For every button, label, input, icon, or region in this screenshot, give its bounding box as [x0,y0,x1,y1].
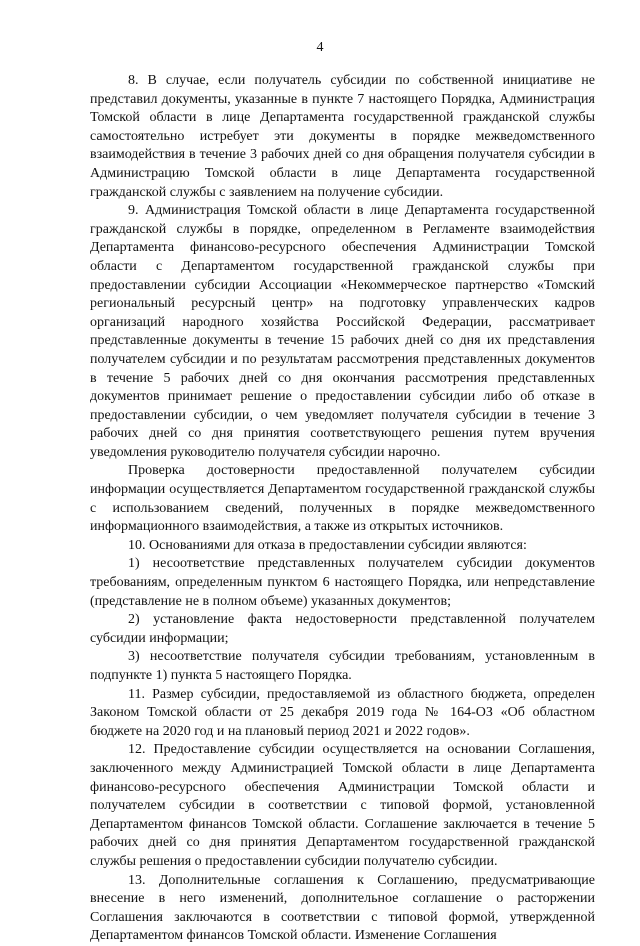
paragraph-8: 8. В случае, если получатель субсидии по собственной инициативе не представил документы, указанные в пункте 7 настоящего Порядка, Администрация Томской области в лице Департамента государственной гражданской службы самостоятельно истребует эти документы в порядке межведомственного взаимодействия в течение 3 рабочих дней со дня обращения получателя субсидии в Администрацию Томской области в лице Департамента государственной гражданской службы с заявлением на получение субсидии. [90,73,595,200]
document-body [90,72,595,946]
paragraph-12: 12. Предоставление субсидии осуществляется на основании Соглашения, заключенного между Администрацией Томской области в лице Департамента финансово-ресурсного обеспечения Администрации Томской области и получателем субсидии в соответствии с типовой формой, установленной Департаментом финансов Томской области. Соглашение заключается в течение 5 рабочих дней со дня принятия Департаментом государственной гражданской службы решения о предоставлении субсидии получателю субсидии. [90,742,595,869]
paragraph-10: 10. Основаниями для отказа в предоставлении субсидии являются: [128,537,527,553]
paragraph-13: 13. Дополнительные соглашения к Соглашению, предусматривающие внесение в него изменений, дополнительное соглашение о расторжении Соглашения заключаются в соответствии с типовой формой, утвержденной Департаментом финансов Томской области. Изменение Соглашения [90,872,595,944]
paragraph-10-item-2: 2) установление факта недостоверности представленной получателем субсидии информации; [90,612,595,646]
page-number: 4 [316,40,324,55]
paragraph-9: 9. Администрация Томской области в лице Департамента государственной гражданской службы в порядке, определенном в Регламенте взаимодействия Департамента финансово-ресурсного обеспечения Администрации Томской области с Департаментом государственной гражданской службы при предоставлении субсидии Ассоциации «Некоммерческое партнерство «Томский региональный ресурсный центр» на подготовку управленческих кадров организаций народного хозяйства Российской Федерации, рассматривает представленные документы в течение 15 рабочих дней со дня их представления получателем субсидии и по результатам рассмотрения представленных документов в течение 5 рабочих дней со дня окончания рассмотрения представленных документов принимает решение о предоставлении субсидии либо об отказе в предоставлении субсидии, о чем уведомляет получателя субсидии в течение 3 рабочих дней со дня принятия соответствующего решения путем вручения уведомления руководителю получателя субсидии нарочно. [90,203,595,460]
paragraph-verification: Проверка достоверности предоставленной получателем субсидии информации осуществляется Департаментом государственной гражданской службы с использованием сведений, полученных в порядке межведомственного информационного взаимодействия, а также из открытых источников. [90,463,595,535]
paragraph-11: 11. Размер субсидии, предоставляемой из областного бюджета, определен Законом Томской области от 25 декабря 2019 года № 164-ОЗ «Об областном бюджете на 2020 год и на плановый период 2021 и 2022 годов». [90,686,595,739]
paragraph-10-item-1: 1) несоответствие представленных получателем субсидии документов требованиям, определенным пунктом 6 настоящего Порядка, или непредставление (представление не в полном объеме) указанных документов; [90,556,595,609]
paragraph-10-item-3: 3) несоответствие получателя субсидии требованиям, установленным в подпункте 1) пункта 5 настоящего Порядка. [90,649,595,683]
